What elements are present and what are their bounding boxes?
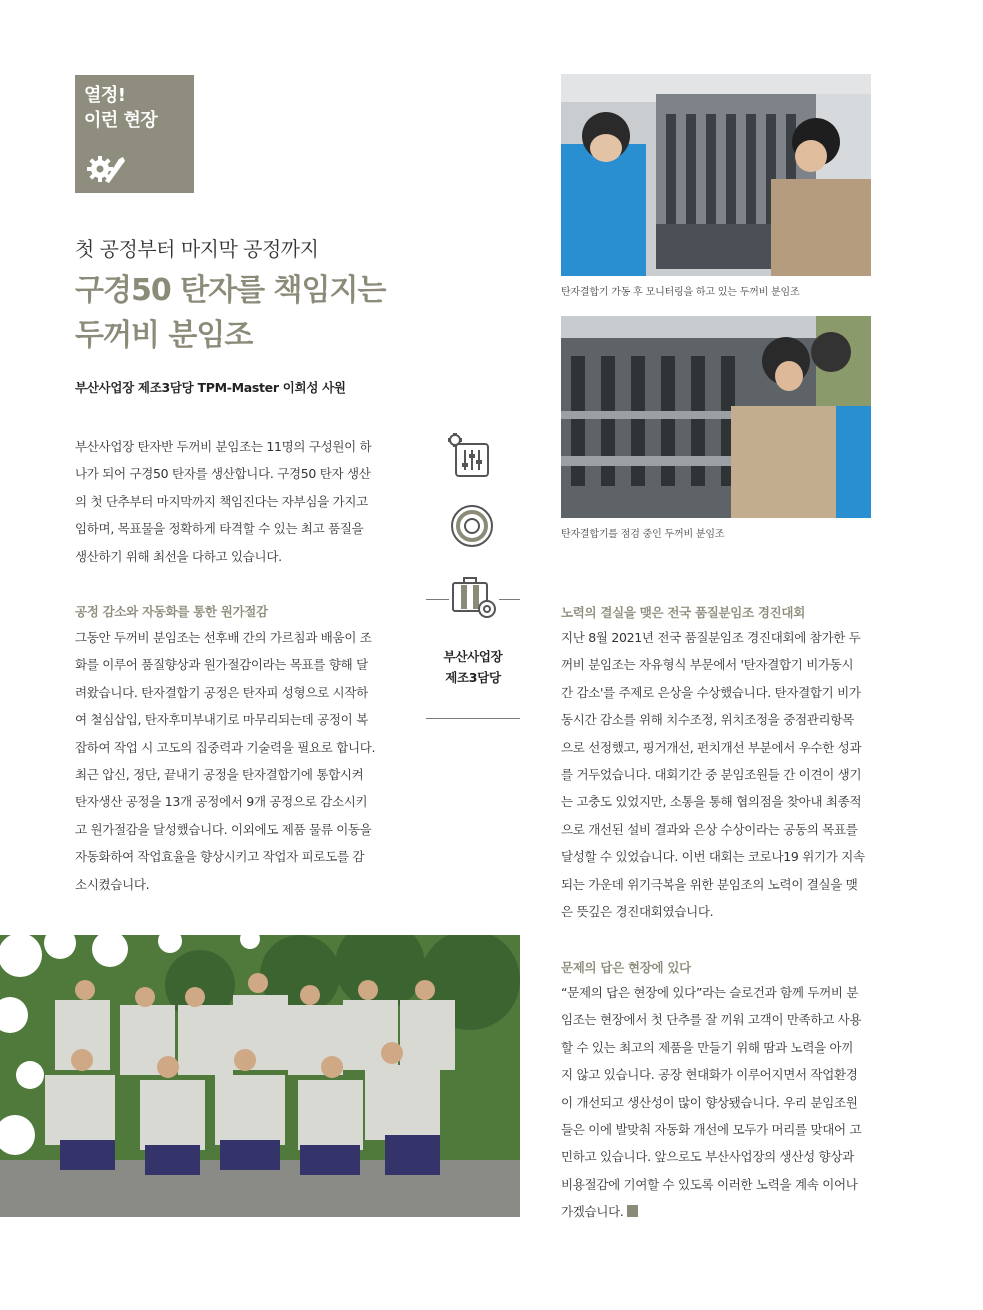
text-line: 는 고충도 있었지만, 소통을 통해 협의점을 찾아내 최종적: [561, 794, 862, 810]
text-line: 으로 선정했고, 핑거개선, 펀치개선 부분에서 우수한 성과: [561, 739, 862, 755]
divider-bottom: [426, 718, 520, 719]
headline-line-2: 두꺼비 분임조: [75, 318, 253, 353]
badge-line-1: 열정!: [84, 85, 126, 106]
text-line: 이 개선되고 생산성이 많이 향상됐습니다. 우리 분임조원: [561, 1094, 858, 1110]
section-2-title: 노력의 결실을 맺은 전국 품질분임조 경진대회: [561, 605, 805, 620]
wrench-gear-icon: [83, 147, 127, 187]
department-line-2: 제조3담당: [445, 670, 501, 685]
text-line: 여 철심삽입, 탄자후미부내기로 마무리되는데 공정이 복: [75, 712, 368, 728]
briefcase-gear-icon: [449, 575, 499, 619]
section-3-body: [561, 979, 871, 1226]
text-line: 려왔습니다. 탄자결합기 공정은 탄자피 성형으로 시작하: [75, 684, 368, 700]
text-line: 으로 개선된 설비 결과와 은상 수상이라는 공동의 목표를: [561, 821, 858, 837]
gear-sliders-icon: [443, 430, 499, 480]
text-line: 의 첫 단추부터 마지막까지 책임진다는 자부심을 가지고: [75, 493, 368, 509]
text-line: 부산사업장 탄자반 두꺼비 분임조는 11명의 구성원이 하: [75, 439, 372, 454]
text-line: 자동화하여 작업효율을 향상시키고 작업자 피로도를 감: [75, 849, 365, 865]
badge-line-2: 이런 현장: [84, 110, 158, 131]
text-line: “문제의 답은 현장에 있다”라는 슬로건과 함께 두꺼비 분: [561, 985, 859, 1000]
text-line: 민하고 있습니다. 앞으로도 부산사업장의 생산성 향상과: [561, 1149, 854, 1165]
text-line: 최근 압신, 정단, 끝내기 공정을 탄자결합기에 통합시켜: [75, 767, 364, 783]
text-line: 동시간 감소를 위해 치수조정, 위치조정을 중점관리항목: [561, 712, 854, 728]
photo-machine-inspection: [561, 316, 871, 518]
section-1-body: [75, 624, 385, 898]
section-2-body: [561, 624, 871, 925]
photo-team-group: [0, 935, 520, 1217]
text-line: 고 원가절감을 달성했습니다. 이외에도 제품 물류 이동을: [75, 821, 372, 837]
target-icon: [450, 504, 494, 548]
department-label: [426, 646, 520, 688]
end-mark-icon: [627, 1205, 638, 1217]
text-line: 화를 이루어 품질향상과 원가절감이라는 목표를 향해 달: [75, 657, 368, 673]
byline: 부산사업장 제조3담당 TPM-Master 이희성 사원: [75, 380, 346, 395]
text-line: 되는 가운데 위기극복을 위한 분임조의 노력이 결실을 맺: [561, 876, 858, 892]
section-3-title: 문제의 답은 현장에 있다: [561, 960, 691, 975]
photo-2-caption: 탄자결합기를 점검 중인 두꺼비 분임조: [561, 529, 725, 540]
article-subtitle: 첫 공정부터 마지막 공정까지: [75, 237, 319, 261]
text-line: 들은 이에 발맞춰 자동화 개선에 모두가 머리를 맞대어 고: [561, 1122, 862, 1138]
photo-1-caption: 탄자결합기 가동 후 모니터링을 하고 있는 두꺼비 분임조: [561, 287, 800, 298]
text-line: 를 거두었습니다. 대회기간 중 분임조원들 간 이견이 생기: [561, 767, 862, 783]
text-line: 달성할 수 있었습니다. 이번 대회는 코로나19 위기가 지속: [561, 849, 865, 865]
text-line: 임하며, 목표물을 정확하게 타격할 수 있는 최고 품질을: [75, 521, 364, 537]
text-line: 지 않고 있습니다. 공장 현대화가 이루어지면서 작업환경: [561, 1067, 858, 1083]
text-line-last: 가겠습니다.: [561, 1204, 624, 1220]
text-line: 소시켰습니다.: [75, 876, 150, 892]
text-line: 나가 되어 구경50 탄자를 생산합니다. 구경50 탄자 생산: [75, 466, 371, 482]
text-line: 할 수 있는 최고의 제품을 만들기 위해 땀과 노력을 아끼: [561, 1039, 854, 1055]
text-line: 잡하여 작업 시 고도의 집중력과 기술력을 필요로 합니다.: [75, 739, 376, 755]
text-line: 탄자생산 공정을 13개 공정에서 9개 공정으로 감소시키: [75, 794, 368, 810]
text-line: 은 뜻깊은 경진대회였습니다.: [561, 904, 714, 920]
department-line-1: 부산사업장: [443, 649, 503, 664]
article-headline: [75, 268, 385, 358]
text-line: 생산하기 위해 최선을 다하고 있습니다.: [75, 548, 282, 564]
photo-machine-monitoring: [561, 74, 871, 276]
section-1-title: 공정 감소와 자동화를 통한 원가절감: [75, 604, 268, 619]
headline-line-1: 구경50 탄자를 책임지는: [75, 273, 386, 308]
text-line: 지난 8월 2021년 전국 품질분임조 경진대회에 참가한 두: [561, 630, 861, 645]
text-line: 간 감소'를 주제로 은상을 수상했습니다. 탄자결합기 비가: [561, 684, 861, 700]
text-line: 비용절감에 기여할 수 있도록 이러한 노력을 계속 이어나: [561, 1176, 858, 1192]
text-line: 꺼비 분임조는 자유형식 부문에서 '탄자결합기 비가동시: [561, 657, 854, 673]
text-line: [561, 1198, 871, 1225]
section-badge: [75, 75, 194, 193]
text-line: 그동안 두꺼비 분임조는 선후배 간의 가르침과 배움이 조: [75, 630, 372, 645]
intro-paragraph: [75, 433, 385, 570]
text-line: 임조는 현장에서 첫 단추를 잘 끼워 고객이 만족하고 사용: [561, 1012, 862, 1028]
